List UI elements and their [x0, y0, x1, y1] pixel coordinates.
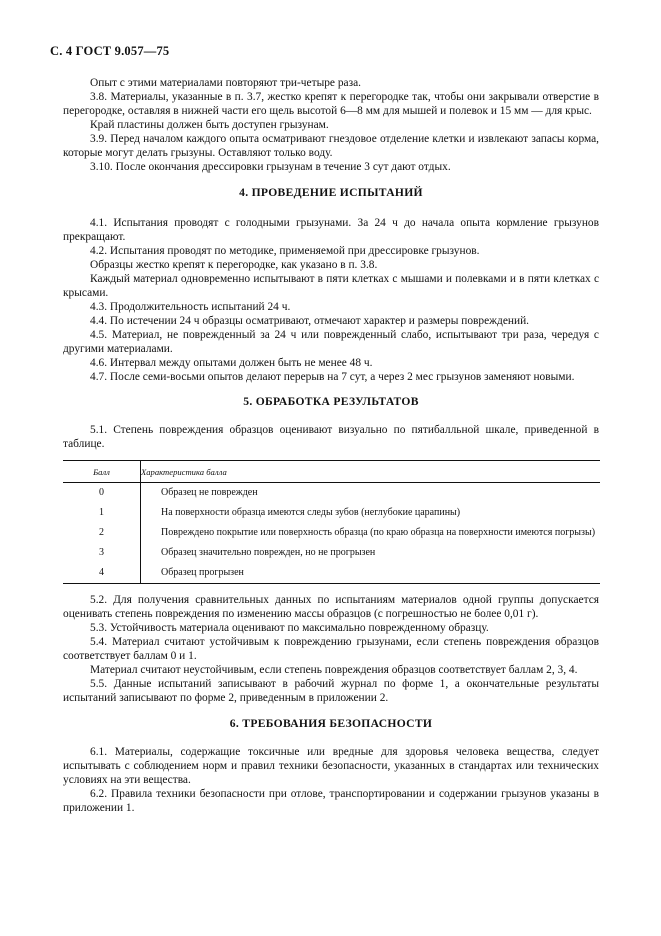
- paragraph: 4.6. Интервал между опытами должен быть не менее 48 ч.: [90, 357, 373, 369]
- damage-scale-table: [63, 460, 600, 584]
- paragraph: 5.5. Данные испытаний записывают в рабочий журнал по форме 1, а окончательные результаты испытаний записывают по форме 2, приведенным в приложении 2.: [63, 678, 599, 704]
- description-cell: Образец прогрызен: [141, 563, 601, 584]
- description-cell: Образец не поврежден: [161, 487, 258, 498]
- description-cell: Повреждено покрытие или поверхность образца (по краю образца на поверхности имеются погрызы): [161, 527, 596, 538]
- paragraph: 5.3. Устойчивость материала оценивают по максимально поврежденному образцу.: [90, 622, 489, 634]
- score-cell: 4: [63, 563, 141, 584]
- section-heading-5: 5. ОБРАБОТКА РЕЗУЛЬТАТОВ: [243, 395, 419, 408]
- description-cell: На поверхности образца имеются следы зубов (неглубокие царапины): [161, 507, 461, 518]
- table-row: [63, 543, 600, 563]
- paragraph: Образцы жестко крепят к перегородке, как указано в п. 3.8.: [90, 259, 378, 271]
- document-body: [63, 76, 599, 815]
- paragraph: 4.1. Испытания проводят с голодными грызунами. За 24 ч до начала опыта кормление грызунов прекращают.: [63, 217, 599, 243]
- table-row: [63, 523, 600, 543]
- paragraph: 6.1. Материалы, содержащие токсичные или вредные для здоровья человека вещества, следует испытывать с соблюдением норм и правил техники безопасности, указанных в стандартах или технических условиях на эти вещества.: [63, 746, 599, 786]
- paragraph: 5.2. Для получения сравнительных данных по испытаниям материалов одной группы допускается оценивать степень повреждения по изменению массы образцов (с погрешностью не более 0,01 г).: [63, 594, 599, 620]
- paragraph: Край пластины должен быть доступен грызунам.: [90, 119, 329, 131]
- paragraph: Каждый материал одновременно испытывают в пяти клетках с мышами и полевками и в пяти клетках с крысами.: [63, 273, 599, 299]
- paragraph: 3.9. Перед началом каждого опыта осматривают гнездовое отделение клетки и извлекают запасы корма, которые могут делать грызуны. Оставляют только воду.: [63, 133, 599, 159]
- paragraph: 4.2. Испытания проводят по методике, применяемой при дрессировке грызунов.: [90, 245, 480, 257]
- table-header-row: [63, 461, 600, 483]
- paragraph: 6.2. Правила техники безопасности при отлове, транспортировании и содержании грызунов указаны в приложении 1.: [63, 788, 599, 814]
- section-heading-6: 6. ТРЕБОВАНИЯ БЕЗОПАСНОСТИ: [229, 717, 433, 730]
- paragraph: Материал считают неустойчивым, если степень повреждения образцов соответствует баллам 2, 3, 4.: [90, 664, 578, 676]
- page-header: С. 4 ГОСТ 9.057—75: [50, 44, 170, 58]
- score-cell: 3: [63, 543, 141, 563]
- paragraph: 3.10. После окончания дрессировки грызунам в течение 3 сут дают отдых.: [90, 161, 451, 173]
- description-cell: Образец значительно поврежден, но не прогрызен: [161, 547, 376, 558]
- paragraph: 4.3. Продолжительность испытаний 24 ч.: [90, 301, 291, 313]
- paragraph: 3.8. Материалы, указанные в п. 3.7, жестко крепят к перегородке так, чтобы они закрывали отверстие в перегородке, оставляя в нижней части его щель высотой 6—8 мм для мышей и полевок и 15 мм — для крыс.: [63, 91, 599, 117]
- paragraph: 4.5. Материал, не поврежденный за 24 ч или поврежденный слабо, испытывают три раза, чередуя с другими материалами.: [63, 329, 599, 355]
- paragraph: 4.4. По истечении 24 ч образцы осматривают, отмечают характер и размеры повреждений.: [90, 315, 530, 327]
- paragraph: Опыт с этими материалами повторяют три-четыре раза.: [90, 77, 361, 89]
- score-cell: 2: [63, 523, 141, 543]
- score-cell: 1: [63, 503, 141, 523]
- paragraph: 5.1. Степень повреждения образцов оценивают визуально по пятибалльной шкале, приведенной в таблице.: [63, 424, 599, 450]
- table-row: [63, 483, 600, 504]
- score-cell: 0: [63, 483, 141, 504]
- table-row: [63, 503, 600, 523]
- paragraph: 4.7. После семи-восьми опытов делают перерыв на 7 сут, а через 2 мес грызунов заменяют новыми.: [90, 371, 575, 383]
- section-heading-4: 4. ПРОВЕДЕНИЕ ИСПЫТАНИЙ: [239, 186, 423, 199]
- table-row: [63, 563, 600, 584]
- column-header-description: Характеристика балла: [141, 461, 601, 483]
- paragraph: 5.4. Материал считают устойчивым к повреждению грызунами, если степень повреждения образцов соответствует баллам 0 и 1.: [63, 636, 599, 662]
- column-header-score: Балл: [63, 461, 141, 483]
